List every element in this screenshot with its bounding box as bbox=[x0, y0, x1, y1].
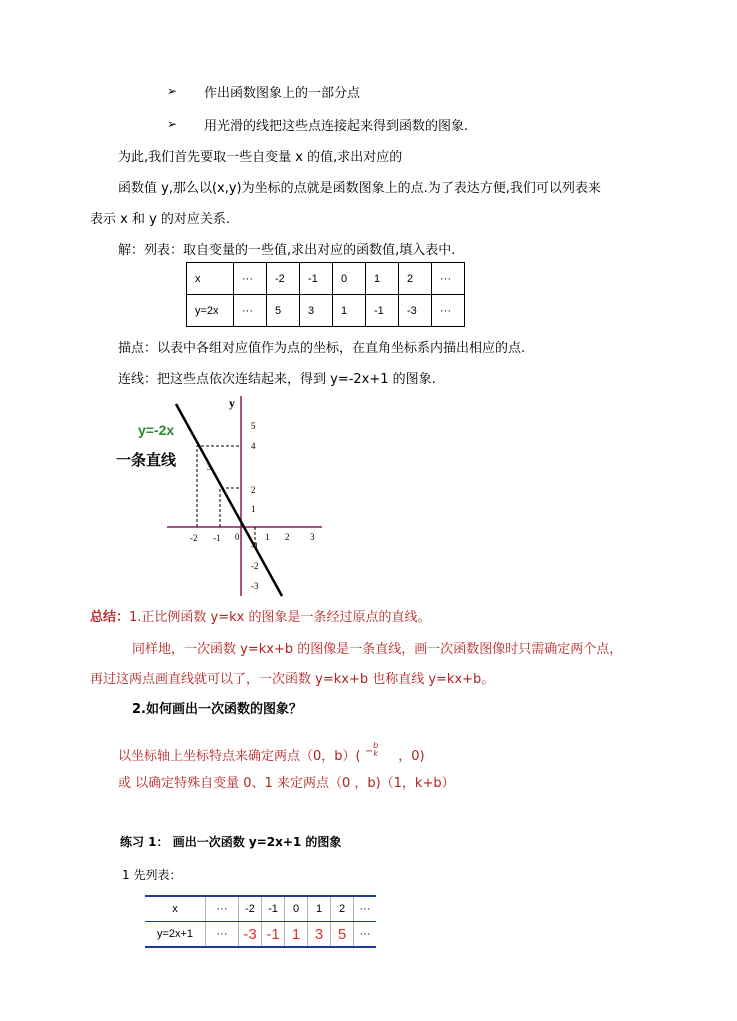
y-tick-label: -1 bbox=[251, 541, 259, 551]
table-cell: 0 bbox=[333, 263, 366, 295]
table-cell: -1 bbox=[300, 263, 333, 295]
x-tick-label: 2 bbox=[285, 532, 290, 542]
line-graph bbox=[110, 392, 330, 602]
table-cell: 3 bbox=[300, 295, 333, 327]
paragraph-2: 函数值 y,那么以(x,y)为坐标的点就是函数图象上的点.为了表达方便,我们可以列表来 bbox=[118, 181, 601, 196]
summary-label: 总结： bbox=[90, 610, 130, 625]
method-line-a-text: 以坐标轴上坐标特点来确定两点（0，b）( bbox=[118, 749, 361, 764]
y-axis-label: y bbox=[229, 396, 235, 410]
table-cell: x bbox=[187, 263, 234, 295]
table-cell: ··· bbox=[432, 295, 465, 327]
method-line-a-tail: ，0) bbox=[398, 749, 425, 764]
table-cell: 3 bbox=[308, 922, 331, 948]
table-cell: 5 bbox=[331, 922, 354, 948]
table-cell: ··· bbox=[206, 896, 239, 922]
fraction-denominator: k bbox=[373, 749, 378, 758]
table-cell: -2 bbox=[267, 263, 300, 295]
table-cell: 1 bbox=[308, 896, 331, 922]
table-cell: -3 bbox=[239, 922, 262, 948]
value-table-2 bbox=[145, 895, 376, 948]
table-cell: ··· bbox=[432, 263, 465, 295]
bullet-text-1: 作出函数图象上的一部分点 bbox=[204, 86, 361, 101]
y-tick-label: 3 bbox=[207, 462, 212, 472]
paragraph-4: 解：列表：取自变量的一些值,求出对应的函数值,填入表中. bbox=[118, 243, 456, 258]
paragraph-6: 连线：把这些点依次连结起来，得到 y=-2x+1 的图象. bbox=[118, 372, 436, 387]
fraction-numerator: b bbox=[373, 741, 379, 750]
bullet-marker: ➢ bbox=[167, 84, 178, 98]
question-2: 2.如何画出一次函数的图象？ bbox=[132, 702, 302, 717]
table-cell: -1 bbox=[366, 295, 399, 327]
table-cell: ··· bbox=[234, 263, 267, 295]
y-tick-label: 4 bbox=[251, 441, 256, 451]
table-cell: 1 bbox=[285, 922, 308, 948]
method-line-a bbox=[118, 742, 425, 764]
table-cell: ··· bbox=[234, 295, 267, 327]
graph-caption: 一条直线 bbox=[116, 451, 177, 469]
x-tick-label: 3 bbox=[310, 532, 315, 542]
y-tick-label: 5 bbox=[251, 421, 256, 431]
function-line bbox=[176, 404, 282, 596]
fraction bbox=[373, 742, 378, 758]
summary-line-1 bbox=[90, 606, 431, 625]
table-cell: 2 bbox=[399, 263, 432, 295]
x-tick-label: 1 bbox=[265, 532, 270, 542]
table-cell: 1 bbox=[366, 263, 399, 295]
table-cell: -3 bbox=[399, 295, 432, 327]
table-cell: x bbox=[145, 896, 206, 922]
table-row bbox=[145, 896, 376, 922]
summary-item-1: 1.正比例函数 y=kx 的图象是一条经过原点的直线。 bbox=[129, 610, 431, 625]
summary-paragraph-2: 再过这两点画直线就可以了，一次函数 y=kx+b 也称直线 y=kx+b。 bbox=[90, 672, 495, 687]
fraction-minus: − bbox=[364, 746, 374, 757]
summary-paragraph-1: 同样地，一次函数 y=kx+b 的图像是一条直线，画一次函数图像时只需确定两个点， bbox=[132, 642, 623, 657]
table-cell: ··· bbox=[354, 922, 377, 948]
x-tick-label: -2 bbox=[190, 533, 198, 543]
table-cell: -2 bbox=[239, 896, 262, 922]
table-cell: -1 bbox=[262, 922, 285, 948]
paragraph-5: 描点：以表中各组对应值作为点的坐标，在直角坐标系内描出相应的点. bbox=[118, 341, 526, 356]
y-tick-label: -2 bbox=[251, 561, 259, 571]
table-cell: y=2x+1 bbox=[145, 922, 206, 948]
equation-label: y=-2x bbox=[138, 422, 175, 438]
bullet-text-2: 用光滑的线把这些点连接起来得到函数的图象. bbox=[204, 119, 469, 134]
x-tick-label: -1 bbox=[213, 533, 221, 543]
exercise-title: 练习 1： 画出一次函数 y=2x+1 的图象 bbox=[120, 835, 342, 849]
guide-line bbox=[197, 446, 241, 527]
table-cell: 2 bbox=[331, 896, 354, 922]
guide-line bbox=[220, 488, 241, 527]
table-row bbox=[187, 263, 465, 295]
paragraph-3: 表示 x 和 y 的对应关系. bbox=[90, 212, 231, 227]
table-cell: ··· bbox=[206, 922, 239, 948]
table-cell: 5 bbox=[267, 295, 300, 327]
table-cell: ··· bbox=[354, 896, 377, 922]
y-tick-label: -3 bbox=[251, 581, 259, 591]
method-line-b: 或 以确定特殊自变量 0、1 来定两点（0 ，b)（1，k+b） bbox=[118, 776, 455, 791]
table-cell: y=2x bbox=[187, 295, 234, 327]
bullet-marker: ➢ bbox=[167, 117, 178, 131]
paragraph-1: 为此,我们首先要取一些自变量 x 的值,求出对应的 bbox=[118, 150, 403, 165]
table-row bbox=[187, 295, 465, 327]
y-tick-label: 2 bbox=[251, 485, 256, 495]
value-table-1 bbox=[186, 262, 465, 327]
table-cell: 1 bbox=[333, 295, 366, 327]
y-tick-label: 1 bbox=[251, 504, 256, 514]
table-cell: 0 bbox=[285, 896, 308, 922]
x-tick-label: 0 bbox=[235, 532, 240, 542]
exercise-step: 1 先列表： bbox=[122, 868, 182, 882]
table-row bbox=[145, 922, 376, 948]
table-cell: -1 bbox=[262, 896, 285, 922]
